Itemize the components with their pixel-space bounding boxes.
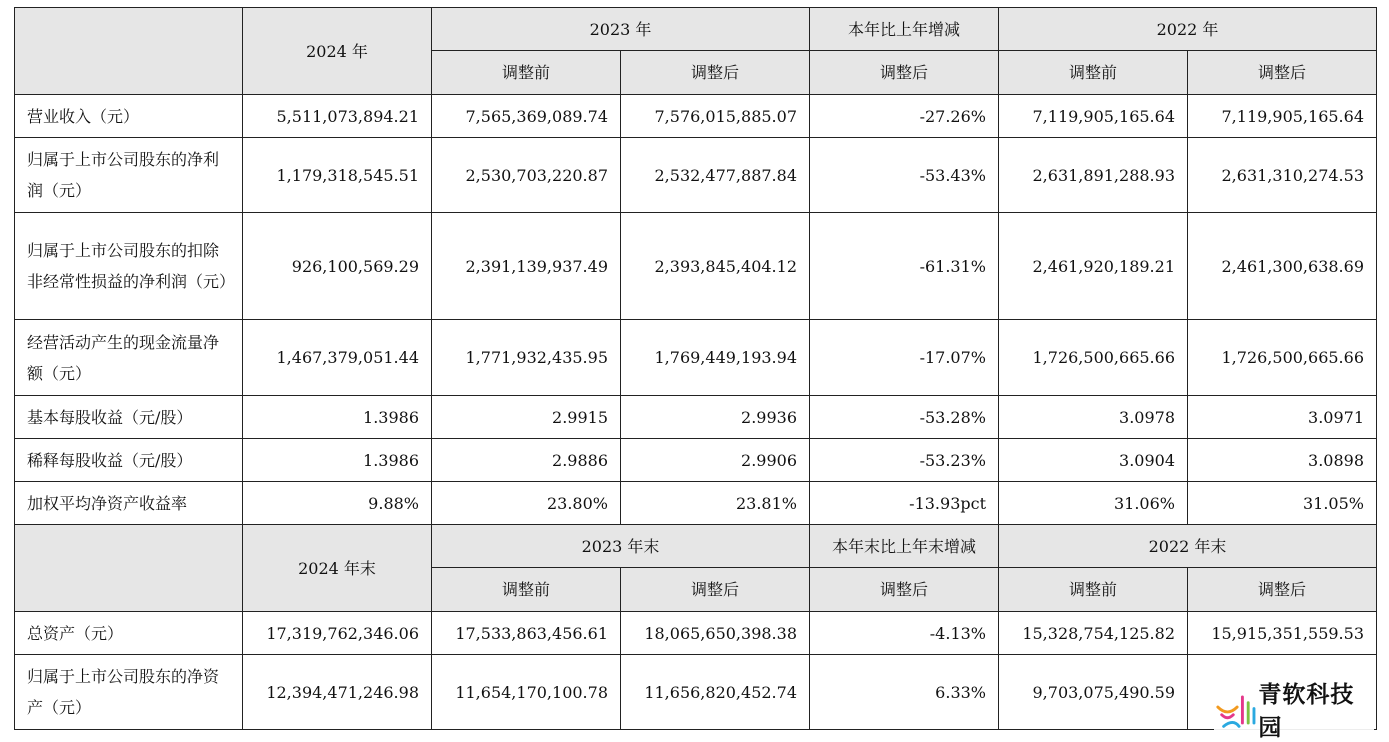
value-change: 6.33% bbox=[810, 655, 999, 730]
value-change: -53.23% bbox=[810, 439, 999, 482]
value-change: -13.93pct bbox=[810, 482, 999, 525]
value-2023-after: 18,065,650,398.38 bbox=[621, 612, 810, 655]
value-change: -17.07% bbox=[810, 320, 999, 396]
value-2024: 5,511,073,894.21 bbox=[243, 95, 432, 138]
row-label: 归属于上市公司股东的净资产（元） bbox=[15, 655, 243, 730]
value-2022-after: 1,726,500,665.66 bbox=[1188, 320, 1377, 396]
value-2024: 926,100,569.29 bbox=[243, 213, 432, 320]
value-2024: 12,394,471,246.98 bbox=[243, 655, 432, 730]
value-change: -53.43% bbox=[810, 138, 999, 213]
row-label: 加权平均净资产收益率 bbox=[15, 482, 243, 525]
header-2023-end-before: 调整前 bbox=[432, 568, 621, 612]
value-2023-after: 1,769,449,193.94 bbox=[621, 320, 810, 396]
value-change: -27.26% bbox=[810, 95, 999, 138]
value-2022-before: 7,119,905,165.64 bbox=[999, 95, 1188, 138]
watermark-logo bbox=[1214, 682, 1374, 741]
value-change: -4.13% bbox=[810, 612, 999, 655]
value-2022-before: 2,461,920,189.21 bbox=[999, 213, 1188, 320]
value-2022-after: 31.05% bbox=[1188, 482, 1377, 525]
value-2024: 1.3986 bbox=[243, 396, 432, 439]
table-row bbox=[15, 138, 1377, 213]
watermark-text: 青软科技园 bbox=[1258, 682, 1355, 741]
table-row bbox=[15, 320, 1377, 396]
value-2023-after: 23.81% bbox=[621, 482, 810, 525]
header-2023-end-after: 调整后 bbox=[621, 568, 810, 612]
table-row bbox=[15, 95, 1377, 138]
value-2022-before: 2,631,891,288.93 bbox=[999, 138, 1188, 213]
value-2023-before: 2,391,139,937.49 bbox=[432, 213, 621, 320]
value-2023-before: 17,533,863,456.61 bbox=[432, 612, 621, 655]
header-row-bottom-1 bbox=[15, 525, 1377, 568]
header-group-change-end: 本年末比上年末增减 bbox=[810, 525, 999, 568]
value-2022-after: 2,631,310,274.53 bbox=[1188, 138, 1377, 213]
table-row bbox=[15, 655, 1377, 730]
value-2023-after: 2.9936 bbox=[621, 396, 810, 439]
value-2022-before: 15,328,754,125.82 bbox=[999, 612, 1188, 655]
row-label: 基本每股收益（元/股） bbox=[15, 396, 243, 439]
value-2023-after: 2,532,477,887.84 bbox=[621, 138, 810, 213]
header-year-2024: 2024 年 bbox=[243, 8, 432, 95]
value-2023-after: 2,393,845,404.12 bbox=[621, 213, 810, 320]
value-2024: 17,319,762,346.06 bbox=[243, 612, 432, 655]
value-2023-before: 2.9915 bbox=[432, 396, 621, 439]
financial-summary-table bbox=[14, 7, 1377, 730]
header-group-2023-end: 2023 年末 bbox=[432, 525, 810, 568]
value-2022-after: 3.0971 bbox=[1188, 396, 1377, 439]
value-2022-after: 2,461,300,638.69 bbox=[1188, 213, 1377, 320]
value-2023-before: 11,654,170,100.78 bbox=[432, 655, 621, 730]
value-2023-before: 23.80% bbox=[432, 482, 621, 525]
value-2022-before: 3.0904 bbox=[999, 439, 1188, 482]
sound-wave-logo-icon bbox=[1214, 687, 1256, 731]
value-2022-after: 3.0898 bbox=[1188, 439, 1377, 482]
header-blank-cell bbox=[15, 8, 243, 95]
row-label: 经营活动产生的现金流量净额（元） bbox=[15, 320, 243, 396]
row-label: 归属于上市公司股东的净利润（元） bbox=[15, 138, 243, 213]
table-row bbox=[15, 396, 1377, 439]
value-change: -53.28% bbox=[810, 396, 999, 439]
table-row bbox=[15, 482, 1377, 525]
value-2023-before: 2.9886 bbox=[432, 439, 621, 482]
table-row bbox=[15, 213, 1377, 320]
value-2024: 1,179,318,545.51 bbox=[243, 138, 432, 213]
value-2022-after: 15,915,351,559.53 bbox=[1188, 612, 1377, 655]
header-2022-after: 调整后 bbox=[1188, 51, 1377, 95]
value-2022-before: 1,726,500,665.66 bbox=[999, 320, 1188, 396]
header-2022-end-after: 调整后 bbox=[1188, 568, 1377, 612]
header-year-end-2024: 2024 年末 bbox=[243, 525, 432, 612]
header-group-2023: 2023 年 bbox=[432, 8, 810, 51]
row-label: 稀释每股收益（元/股） bbox=[15, 439, 243, 482]
value-2023-before: 2,530,703,220.87 bbox=[432, 138, 621, 213]
value-2024: 9.88% bbox=[243, 482, 432, 525]
header-blank-cell bbox=[15, 525, 243, 612]
value-2023-after: 11,656,820,452.74 bbox=[621, 655, 810, 730]
value-2022-before: 31.06% bbox=[999, 482, 1188, 525]
value-2023-before: 7,565,369,089.74 bbox=[432, 95, 621, 138]
value-2024: 1,467,379,051.44 bbox=[243, 320, 432, 396]
header-group-2022: 2022 年 bbox=[999, 8, 1377, 51]
value-2023-after: 7,576,015,885.07 bbox=[621, 95, 810, 138]
header-row-top-1 bbox=[15, 8, 1377, 51]
value-2023-before: 1,771,932,435.95 bbox=[432, 320, 621, 396]
header-2023-before: 调整前 bbox=[432, 51, 621, 95]
value-2024: 1.3986 bbox=[243, 439, 432, 482]
value-2022-before: 9,703,075,490.59 bbox=[999, 655, 1188, 730]
header-2022-before: 调整前 bbox=[999, 51, 1188, 95]
value-2022-before: 3.0978 bbox=[999, 396, 1188, 439]
value-2022-after: 7,119,905,165.64 bbox=[1188, 95, 1377, 138]
row-label: 总资产（元） bbox=[15, 612, 243, 655]
header-change-after: 调整后 bbox=[810, 51, 999, 95]
table-row bbox=[15, 439, 1377, 482]
value-2023-after: 2.9906 bbox=[621, 439, 810, 482]
row-label: 营业收入（元） bbox=[15, 95, 243, 138]
header-group-change: 本年比上年增减 bbox=[810, 8, 999, 51]
row-label: 归属于上市公司股东的扣除非经常性损益的净利润（元） bbox=[15, 213, 243, 320]
table-row bbox=[15, 612, 1377, 655]
header-group-2022-end: 2022 年末 bbox=[999, 525, 1377, 568]
header-2022-end-before: 调整前 bbox=[999, 568, 1188, 612]
header-2023-after: 调整后 bbox=[621, 51, 810, 95]
header-change-end-after: 调整后 bbox=[810, 568, 999, 612]
value-change: -61.31% bbox=[810, 213, 999, 320]
